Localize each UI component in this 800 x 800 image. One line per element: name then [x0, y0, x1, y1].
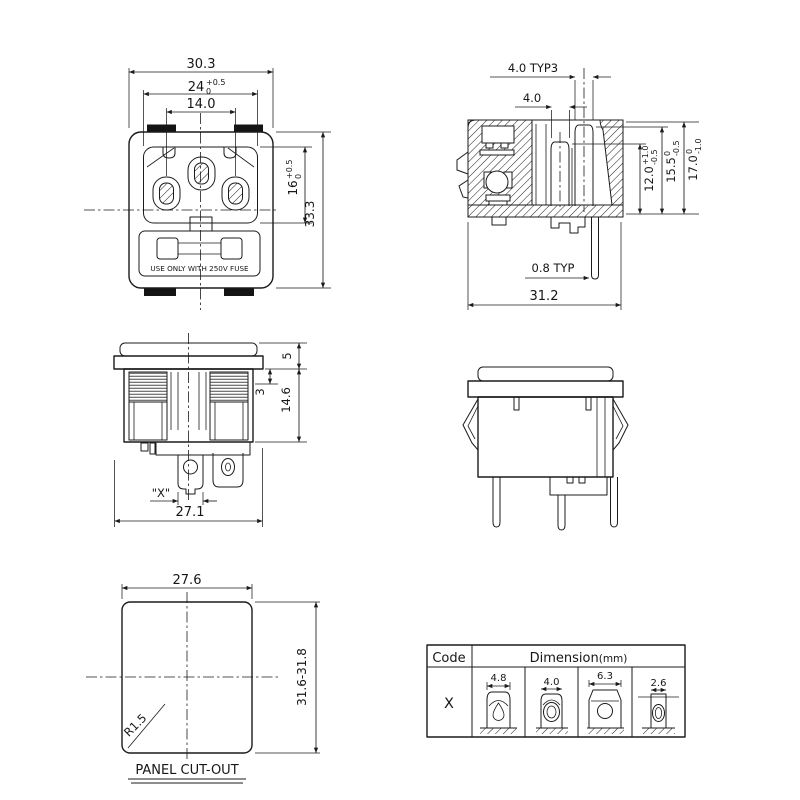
terminal-right — [213, 453, 243, 487]
fuse-cap-right — [221, 238, 242, 259]
panel-cutout-label: PANEL CUT-OUT — [135, 763, 239, 778]
dim-h17-tol-up: 0 — [685, 148, 694, 154]
fuse-clip-right — [210, 372, 248, 440]
fuse-clip-left — [129, 372, 167, 440]
side-bottom-step — [550, 477, 607, 495]
dim-h12-group — [641, 146, 659, 192]
dim-cutout-width: 27.6 — [172, 573, 202, 588]
terminal-4-width: 2.6 — [650, 678, 667, 689]
dim-flange-group — [280, 352, 294, 359]
side-cap — [478, 367, 613, 381]
dim-corner-radius: R1.5 — [120, 710, 150, 740]
cutout-caption — [128, 763, 246, 783]
side-view — [463, 367, 628, 530]
dim-cutout-height-group — [295, 648, 309, 706]
section-view — [457, 61, 703, 310]
dim-recess-width-tol-up: +0.5 — [206, 78, 226, 87]
dim-h17-tol-dn: -1.0 — [694, 138, 703, 154]
line-pin-slot — [153, 177, 180, 210]
dim-h155-tol-up: 0 — [663, 150, 672, 156]
dim-overall-height-group — [303, 201, 317, 228]
dim-recess-height: 16 — [286, 180, 300, 196]
right-wall-hatch — [600, 120, 623, 205]
dim-corner-radius-group — [121, 711, 149, 739]
terminal-pictogram-1 — [480, 673, 517, 734]
dim-pin-offset: 4.0 — [522, 91, 542, 105]
dim-recess-height-group — [285, 160, 303, 196]
bottom-view — [114, 333, 307, 527]
bottom-dimensions — [115, 343, 308, 527]
table-header-code: Code — [432, 651, 466, 666]
dim-flange-height: 5 — [280, 352, 294, 360]
dim-h17: 17.0 — [686, 155, 700, 181]
step-plate — [156, 442, 250, 455]
dim-overall-width: 30.3 — [186, 57, 216, 72]
dim-recess-height-tol-up: +0.5 — [285, 159, 294, 179]
dim-body-depth: 14.6 — [279, 387, 293, 413]
spec-table — [427, 645, 685, 737]
dim-tab-thickness: 0.8 TYP — [531, 261, 575, 275]
base-floor-hatch — [468, 205, 623, 217]
neutral-pin-slot — [222, 177, 249, 210]
side-flange — [468, 381, 623, 397]
terminal-1-width: 4.8 — [490, 673, 507, 684]
dim-step-group — [253, 388, 267, 395]
snap-wing-right — [613, 399, 628, 450]
terminal-pictogram-2 — [536, 677, 568, 734]
dim-overall-height: 33.3 — [303, 200, 317, 228]
snap-wing-left — [463, 399, 478, 450]
dim-h12: 12.0 — [642, 166, 656, 192]
dim-section-width: 31.2 — [529, 289, 559, 304]
dim-body-depth-group — [279, 387, 293, 413]
dim-recess-height-tol-dn: 0 — [294, 173, 303, 179]
front-view — [84, 57, 331, 310]
cutout-dimensions — [121, 573, 320, 753]
dim-h12-tol-up: +1.0 — [641, 145, 650, 165]
dim-h12-tol-dn: -0.5 — [650, 149, 659, 165]
panel-cutout-view — [86, 573, 320, 783]
dim-h155: 15.5 — [664, 157, 678, 183]
dim-pin-pitch: 14.0 — [186, 97, 216, 112]
dim-cutout-height: 31.6-31.8 — [295, 648, 309, 706]
dim-recess-width-tol-dn: 0 — [206, 87, 212, 96]
terminal-2-width: 4.0 — [543, 677, 560, 688]
terminal-3-width: 6.3 — [597, 671, 613, 682]
terminal-x — [178, 455, 203, 494]
mounting-ears — [457, 152, 468, 198]
fuse-cap-left — [157, 238, 178, 259]
fuse-warning-text: USE ONLY WITH 250V FUSE — [150, 264, 249, 273]
pcb-tab — [592, 217, 599, 279]
earth-pin-slot — [188, 157, 215, 190]
dim-h155-tol-dn: -0.5 — [672, 140, 681, 156]
dim-pin-width: 4.0 TYP3 — [507, 61, 559, 75]
side-pins — [493, 477, 618, 530]
dim-step-height: 3 — [253, 388, 267, 396]
terminal-pictogram-4 — [638, 678, 679, 734]
fuse-end-cap — [486, 171, 508, 193]
terminal-pictogram-3 — [587, 671, 624, 734]
front-dimensions — [129, 57, 331, 288]
dim-terminal-code: "X" — [151, 486, 171, 500]
fuse-drawer — [139, 231, 260, 276]
dim-recess-width: 24 — [187, 80, 205, 95]
table-header-dimension: Dimension(mm) — [529, 651, 628, 666]
table-code-value: X — [444, 696, 454, 712]
dim-bottom-width: 27.1 — [175, 505, 205, 520]
side-body — [478, 397, 613, 477]
dim-h17-group — [685, 138, 703, 180]
dim-h155-group — [663, 140, 681, 182]
drawer-latch — [190, 217, 212, 231]
